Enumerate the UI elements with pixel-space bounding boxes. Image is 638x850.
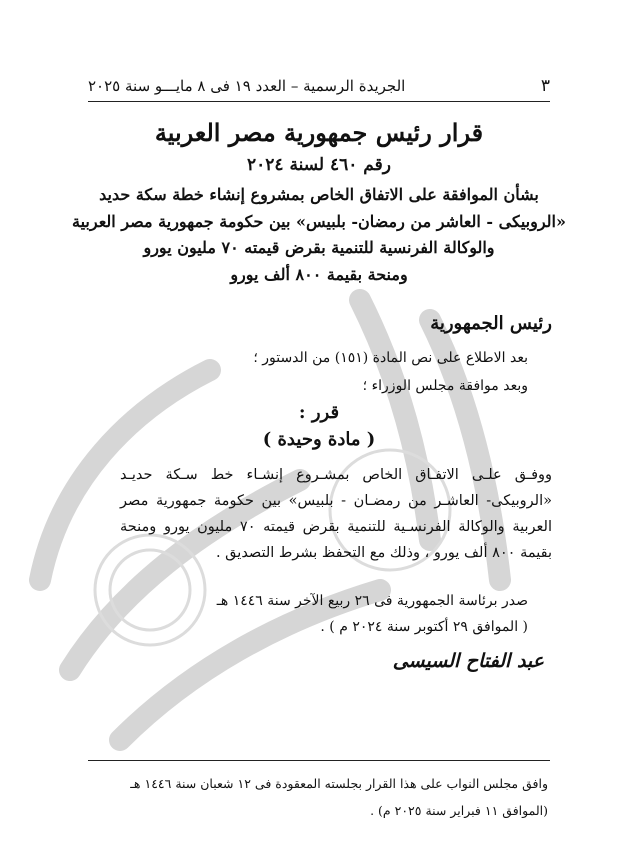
president-label: رئيس الجمهورية <box>430 313 552 334</box>
page-number: ٣ <box>540 76 550 96</box>
decree-number: رقم ٤٦٠ لسنة ٢٠٢٤ <box>247 155 391 175</box>
footnote-line: (الموافق ١١ فبراير سنة ٢٠٢٥ م) . <box>370 803 548 818</box>
footnote <box>90 770 548 824</box>
subject-line: والوكالة الفرنسية للتنمية بقرض قيمته ٧٠ مليون يورو <box>143 238 495 257</box>
footnote-line: وافق مجلس النواب على هذا القرار بجلسته المعقودة فى ١٢ شعبان سنة ١٤٤٦ هـ <box>130 776 548 791</box>
decree-title: قرار رئيس جمهورية مصر العربية <box>154 118 484 147</box>
running-header <box>88 74 550 98</box>
decree-subject <box>60 182 578 288</box>
preamble-line: وبعد موافقة مجلس الوزراء ؛ <box>362 378 528 394</box>
president-signature: عبد الفتاح السيسى <box>392 650 544 672</box>
footnote-divider <box>88 760 550 761</box>
preamble <box>80 344 528 400</box>
subject-line: «الروبيكى - العاشر من رمضان- بلبيس» بين حكومة جمهورية مصر العربية <box>72 211 566 231</box>
issuance-block <box>80 588 528 640</box>
article-body: ووفـق علـى الاتفـاق الخاص بمشـروع إنشـاء خط سـكة حديـد «الروبيكى- العاشـر من رمضـان - بلبيس» بين حكومة جمهورية مصر العربية والوكالة الفرنسـية للتنمية بقرض قيمته ٧٠ مليون يورو ومنحة بقيمة ٨٠٠ ألف يورو ، وذلك مع التحفظ بشرط التصديق . <box>120 467 552 561</box>
issued-date-hijri: صدر برئاسة الجمهورية فى ٢٦ ربيع الآخر سنة ١٤٤٦ هـ <box>216 593 528 609</box>
preamble-line: بعد الاطلاع على نص المادة (١٥١) من الدستور ؛ <box>253 350 528 366</box>
subject-line: بشأن الموافقة على الاتفاق الخاص بمشروع إنشاء خطة سكة حديد <box>99 185 539 204</box>
issued-date-gregorian: ( الموافق ٢٩ أكتوبر سنة ٢٠٢٤ م ) . <box>320 619 528 635</box>
header-divider <box>88 101 550 102</box>
subject-line: ومنحة بقيمة ٨٠٠ ألف يورو <box>230 264 408 284</box>
decided-heading: قرر : <box>298 402 340 423</box>
gazette-issue-title: الجريدة الرسمية – العدد ١٩ فى ٨ مايـــو سنة ٢٠٢٥ <box>88 77 406 95</box>
article-heading: ( مادة وحيدة ) <box>262 429 376 450</box>
